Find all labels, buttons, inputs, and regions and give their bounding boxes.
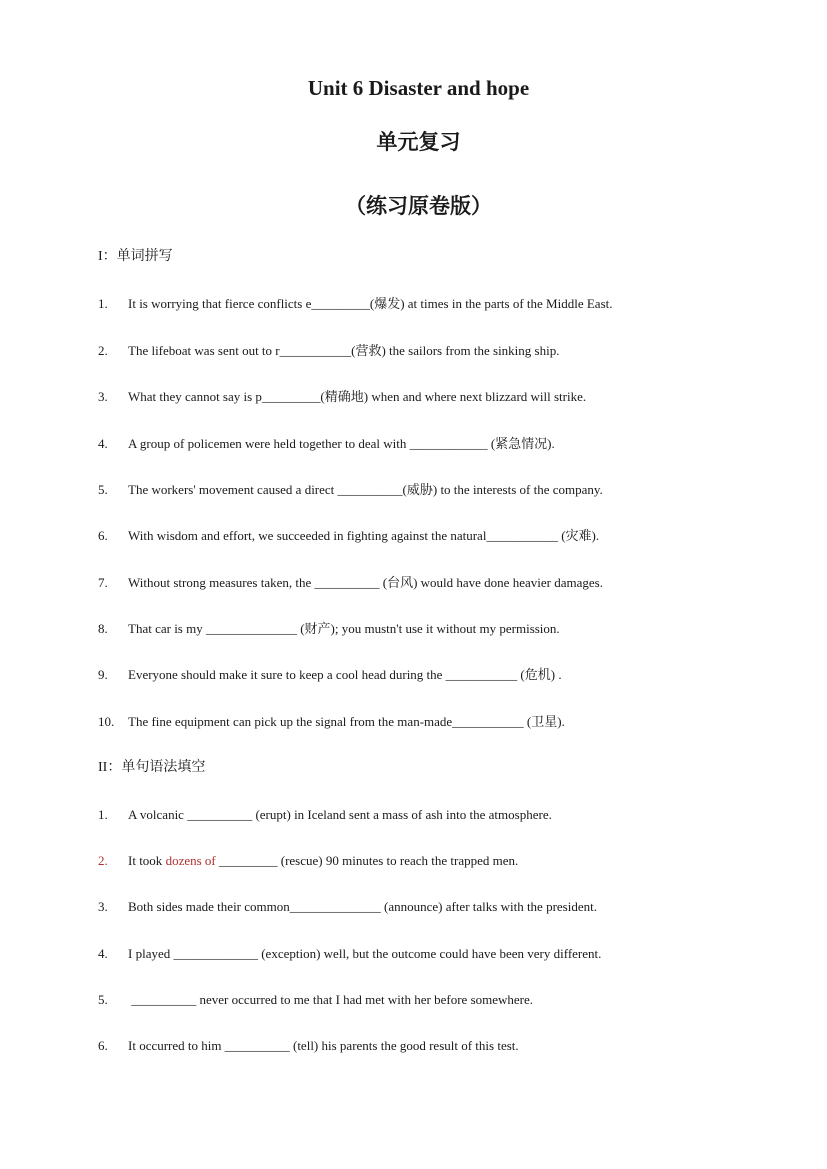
list-item — [98, 854, 518, 867]
list-item — [98, 344, 559, 357]
item-text: The workers' movement caused a direct __________(威胁) to the interests of the company. — [128, 482, 603, 497]
item-text-pre: It took — [128, 853, 166, 868]
item-text: __________ never occurred to me that I had met with her before somewhere. — [128, 992, 534, 1007]
list-item — [98, 390, 586, 403]
list-item — [98, 529, 599, 542]
item-number: 6. — [98, 1038, 108, 1053]
item-text: What they cannot say is p_________(精确地) when and where next blizzard will strike. — [128, 389, 587, 404]
list-item — [98, 483, 603, 496]
item-text-post: _________ (rescue) 90 minutes to reach the trapped men. — [219, 853, 519, 868]
page-title: Unit 6 Disaster and hope — [307, 76, 530, 100]
section-heading-word-spelling: I：单词拼写 — [98, 249, 173, 264]
item-number: 3. — [98, 389, 108, 404]
item-text: I played _____________ (exception) well, but the outcome could have been very different. — [128, 946, 602, 961]
item-text: The lifeboat was sent out to r___________(营救) the sailors from the sinking ship. — [128, 343, 560, 358]
list-item — [98, 1039, 519, 1052]
item-number: 5. — [98, 992, 108, 1007]
item-text: It is worrying that fierce conflicts e_________(爆发) at times in the parts of the Middle East. — [128, 296, 613, 311]
item-number: 9. — [98, 667, 108, 682]
item-number: 4. — [98, 436, 108, 451]
item-number: 10. — [98, 714, 115, 729]
item-text: The fine equipment can pick up the signal from the man-made___________ (卫星). — [128, 714, 565, 729]
item-number: 2. — [98, 853, 108, 868]
list-item — [98, 808, 552, 821]
item-number: 7. — [98, 575, 108, 590]
item-number: 6. — [98, 528, 108, 543]
list-item — [98, 576, 603, 589]
item-number: 3. — [98, 899, 108, 914]
list-item — [98, 622, 560, 635]
item-number: 2. — [98, 343, 108, 358]
item-number: 8. — [98, 621, 108, 636]
item-text: Everyone should make it sure to keep a cool head during the ___________ (危机) . — [128, 667, 562, 682]
list-item — [98, 668, 562, 681]
item-number: 4. — [98, 946, 108, 961]
section-heading-grammar-fill: II：单句语法填空 — [98, 760, 206, 775]
list-item — [98, 297, 613, 310]
list-item — [98, 900, 597, 913]
item-text: Both sides made their common______________ (announce) after talks with the president. — [128, 899, 597, 914]
list-item — [98, 437, 555, 450]
item-text-highlight: dozens of — [165, 853, 219, 868]
item-text: A volcanic __________ (erupt) in Iceland sent a mass of ash into the atmosphere. — [128, 807, 552, 822]
item-number: 1. — [98, 296, 108, 311]
item-text: Without strong measures taken, the __________ (台风) would have done heavier damages. — [128, 575, 603, 590]
list-item — [98, 947, 601, 960]
item-text: A group of policemen were held together to deal with ____________ (紧急情况). — [128, 436, 555, 451]
list-item — [98, 993, 533, 1006]
item-text: That car is my ______________ (财产); you mustn't use it without my permission. — [128, 621, 560, 636]
item-text: With wisdom and effort, we succeeded in fighting against the natural___________ (灾难). — [128, 528, 600, 543]
list-item — [98, 715, 565, 728]
edition-label: （练习原卷版） — [345, 194, 492, 218]
item-number: 5. — [98, 482, 108, 497]
item-number: 1. — [98, 807, 108, 822]
item-text: It occurred to him __________ (tell) his parents the good result of this test. — [128, 1038, 519, 1053]
page-subtitle: 单元复习 — [376, 130, 461, 154]
